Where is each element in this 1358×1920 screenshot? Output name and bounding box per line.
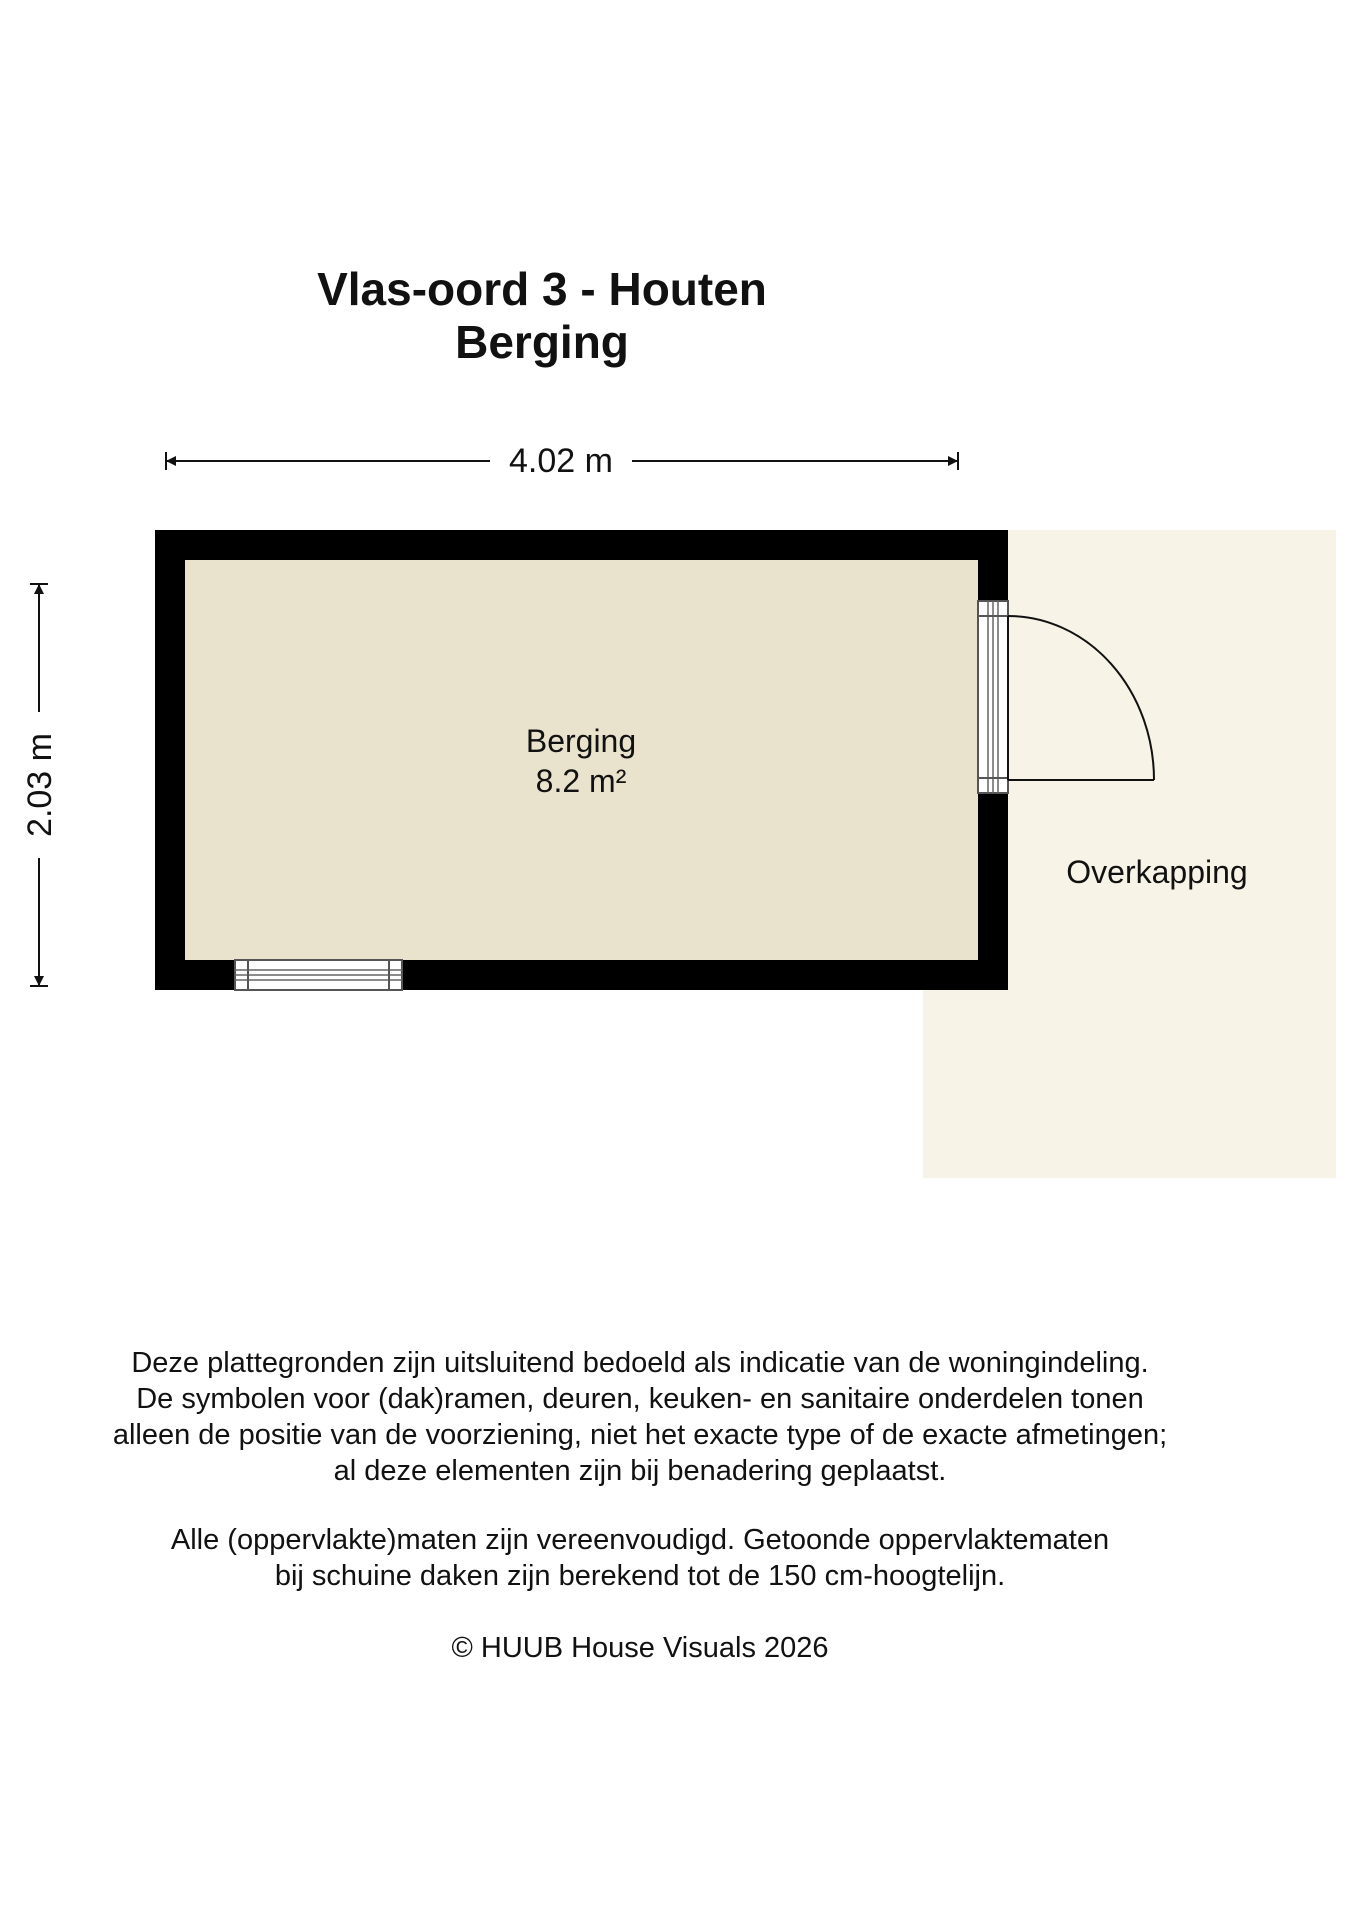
plan-title: Vlas-oord 3 - Houten bbox=[317, 263, 767, 315]
disclaimer-line: Alle (oppervlakte)maten zijn vereenvoudigd. Getoonde oppervlaktematen bbox=[170, 1524, 1110, 1556]
disclaimer-line: alleen de positie van de voorziening, niet het exacte type of de exacte afmetingen; bbox=[112, 1419, 1168, 1451]
width-dimension bbox=[166, 442, 958, 480]
overkapping-label: Overkapping bbox=[1066, 854, 1248, 890]
width-label: 4.02 m bbox=[509, 442, 613, 480]
height-label: 2.03 m bbox=[21, 733, 59, 837]
berging-room-name: Berging bbox=[525, 723, 637, 759]
disclaimer-line: De symbolen voor (dak)ramen, deuren, keuken- en sanitaire onderdelen tonen bbox=[136, 1383, 1144, 1415]
disclaimer-line: bij schuine daken zijn berekend tot de 150 cm-hoogtelijn. bbox=[274, 1560, 1006, 1592]
disclaimer-line: Deze plattegronden zijn uitsluitend bedoeld als indicatie van de woningindeling. bbox=[131, 1347, 1149, 1379]
disclaimer-line: al deze elementen zijn bij benadering geplaatst. bbox=[333, 1455, 947, 1487]
height-dimension bbox=[21, 584, 59, 986]
berging-room-area: 8.2 m² bbox=[535, 763, 627, 799]
plan-subtitle: Berging bbox=[455, 316, 629, 368]
copyright-notice: © HUUB House Visuals 2026 bbox=[451, 1632, 829, 1664]
disclaimer-paragraph-2 bbox=[40, 1522, 1240, 1594]
disclaimer-paragraph-1 bbox=[40, 1345, 1240, 1489]
window-bottom bbox=[235, 960, 402, 990]
berging-floor bbox=[185, 560, 978, 960]
